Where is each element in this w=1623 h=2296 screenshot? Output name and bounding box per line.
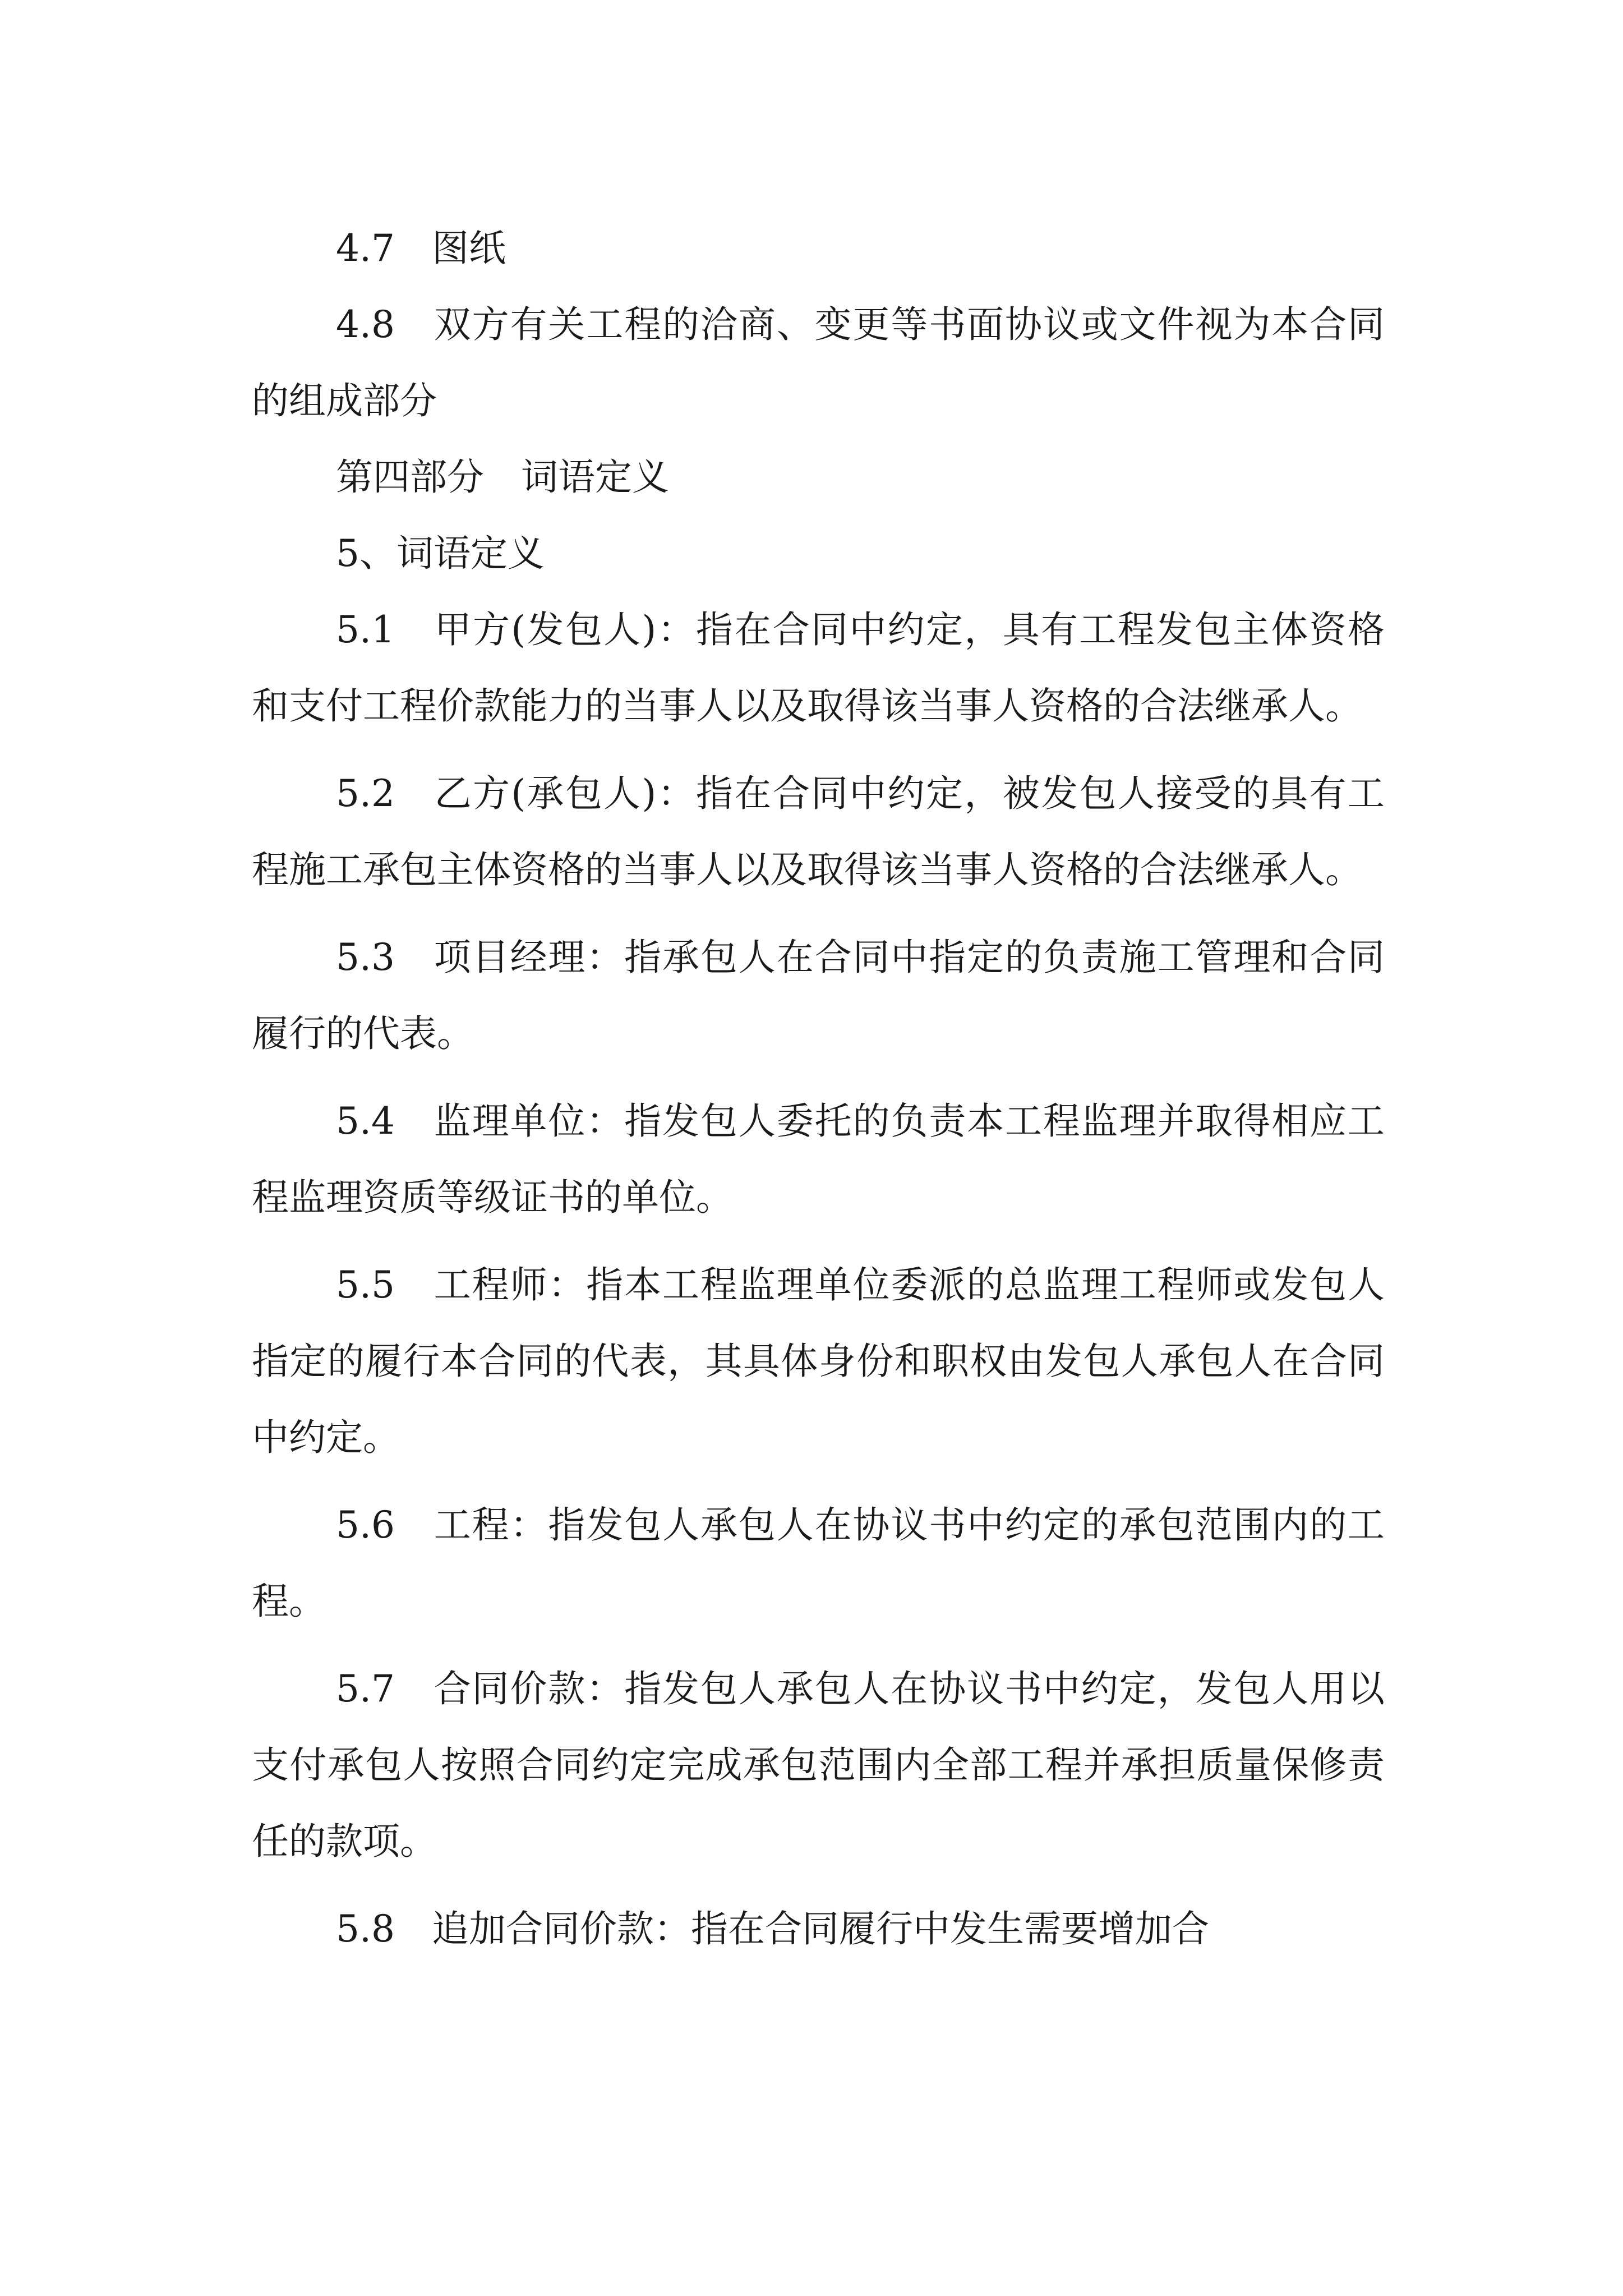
paragraph-5-3: 5.3 项目经理：指承包人在合同中指定的负责施工管理和合同履行的代表。 [252,936,1385,1055]
paragraph-4-8: 4.8 双方有关工程的洽商、变更等书面协议或文件视为本合同的组成部分 [252,303,1385,422]
paragraph-5-4: 5.4 监理单位：指发包人委托的负责本工程监理并取得相应工程监理资质等级证书的单位。 [252,1099,1385,1219]
paragraph-5-5: 5.5 工程师：指本工程监理单位委派的总监理工程师或发包人指定的履行本合同的代表，其具体身份和职权由发包人承包人在合同中约定。 [252,1263,1385,1459]
paragraph-5-6: 5.6 工程：指发包人承包人在协议书中约定的承包范围内的工程。 [252,1503,1385,1623]
paragraph-5-2: 5.2 乙方(承包人)：指在合同中约定，被发包人接受的具有工程施工承包主体资格的当事人以及取得该当事人资格的合法继承人。 [252,772,1385,891]
paragraph-5-7: 5.7 合同价款：指发包人承包人在协议书中约定，发包人用以支付承包人按照合同约定完成承包范围内全部工程并承担质量保修责任的款项。 [252,1667,1385,1863]
section-heading-part-4: 第四部分 词语定义 [336,455,669,499]
paragraph-4-7: 4.7 图纸 [336,227,506,270]
paragraph-5-8: 5.8 追加合同价款：指在合同履行中发生需要增加合 [336,1907,1209,1950]
clause-heading-5: 5、词语定义 [336,532,545,575]
document-body [252,210,1385,1978]
paragraph-5-1: 5.1 甲方(发包人)：指在合同中约定，具有工程发包主体资格和支付工程价款能力的当事人以及取得该当事人资格的合法继承人。 [252,608,1385,728]
